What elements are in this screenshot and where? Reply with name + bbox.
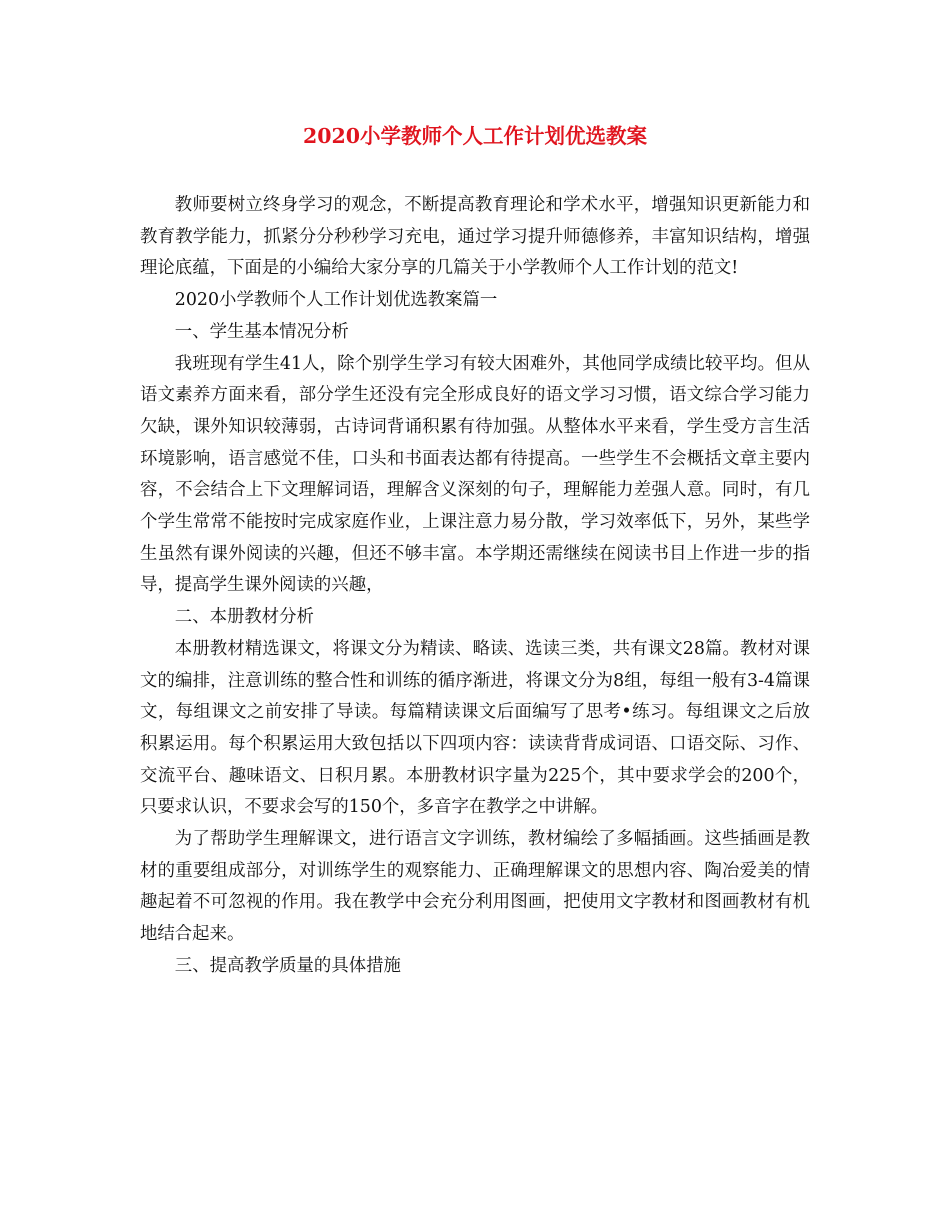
section-subtitle: 2020小学教师个人工作计划优选教案篇一 [174,290,498,311]
paragraph-student-analysis: 我班现有学生41人，除个别学生学习有较大困难外，其他同学成绩比较平均。但从语文素养方面来看，部分学生还没有完全形成良好的语文学习习惯，语文综合学习能力欠缺，课外知识较薄弱，古诗词背诵积累有待加强。从整体水平来看，学生受方言生活环境影响，语言感觉不佳，口头和书面表达都有待提高。一些学生不会概括文章主要内容，不会结合上下文理解词语，理解含义深刻的句子，理解能力差强人意。同时，有几个学生常常不能按时完成家庭作业，上课注意力易分散，学习效率低下，另外，某些学生虽然有课外阅读的兴趣，但还不够丰富。本学期还需继续在阅读书目上作进一步的指导，提高学生课外阅读的兴趣， [140,353,810,596]
section-heading-2: 二、本册教材分析 [174,607,314,628]
paragraph-illustrations: 为了帮助学生理解课文，进行语言文字训练，教材编绘了多幅插画。这些插画是教材的重要组成部分，对训练学生的观察能力、正确理解课文的思想内容、陶冶爱美的情趣起着不可忽视的作用。我在教学中会充分利用图画，把使用文字教材和图画教材有机地结合起来。 [140,829,810,945]
section-heading-1: 一、学生基本情况分析 [174,321,349,342]
document-title: 2020小学教师个人工作计划优选教案 [302,124,648,148]
section-heading-3: 三、提高教学质量的具体措施 [174,955,401,976]
document-body [140,190,810,983]
intro-paragraph: 教师要树立终身学习的观念，不断提高教育理论和学术水平，增强知识更新能力和教育教学能力，抓紧分分秒秒学习充电，通过学习提升师德修养，丰富知识结构，增强理论底蕴，下面是的小编给大家分享的几篇关于小学教师个人工作计划的范文! [140,195,810,279]
paragraph-textbook-analysis: 本册教材精选课文，将课文分为精读、略读、选读三类，共有课文28篇。教材对课文的编排，注意训练的整合性和训练的循序渐进，将课文分为8组，每组一般有3-4篇课文，每组课文之前安排了导读。每篇精读课文后面编写了思考•练习。每组课文之后放积累运用。每个积累运用大致包括以下四项内容：读读背背成词语、口语交际、习作、交流平台、趣味语文、日积月累。本册教材识字量为225个，其中要求学会的200个，只要求认识，不要求会写的150个，多音字在教学之中讲解。 [140,638,810,818]
